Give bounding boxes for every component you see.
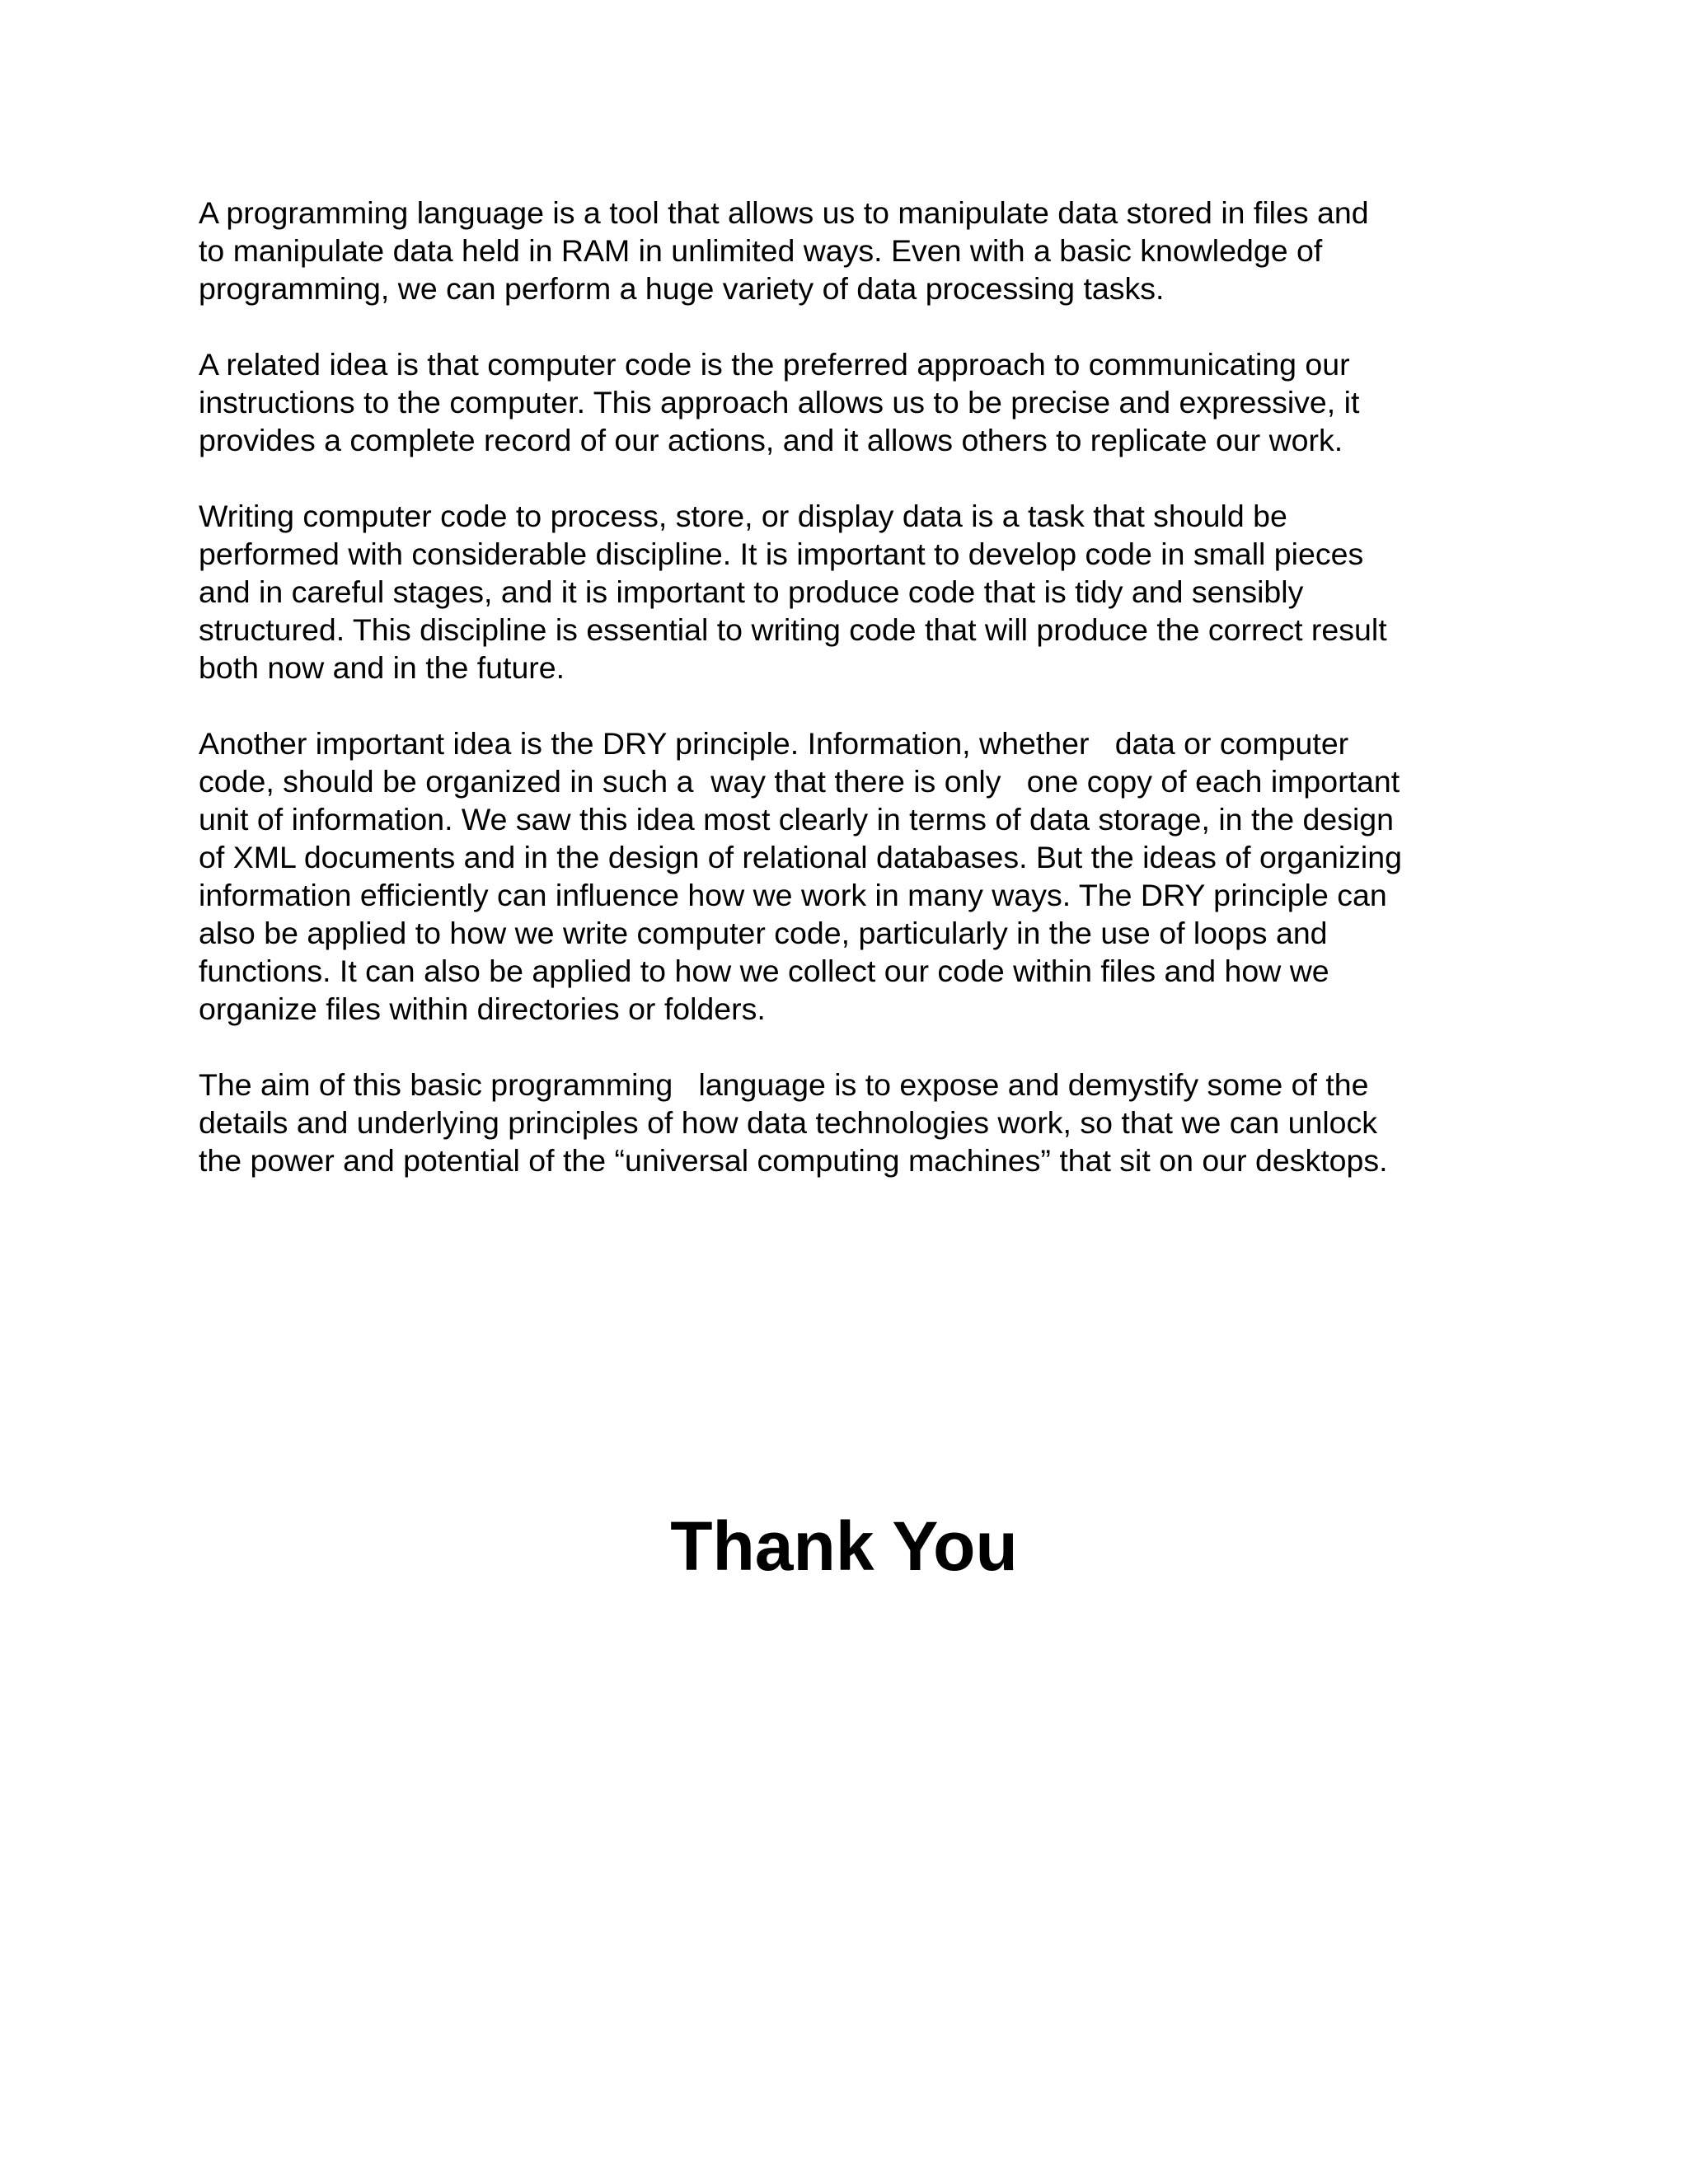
paragraph-3 [199,497,1501,687]
text-line: Writing computer code to process, store, or display data is a task that should be [199,499,1287,533]
text-line: both now and in the future. [199,650,565,685]
text-line: instructions to the computer. This approach allows us to be precise and expressive, it [199,385,1360,419]
paragraph-2 [199,345,1501,459]
paragraph-4 [199,724,1501,1028]
text-line: to manipulate data held in RAM in unlimited ways. Even with a basic knowledge of [199,233,1323,268]
text-line: the power and potential of the “universal computing machines” that sit on our desktops. [199,1143,1388,1178]
text-line: performed with considerable discipline. It is important to develop code in small pieces [199,537,1364,571]
text-line: also be applied to how we write computer code, particularly in the use of loops and [199,916,1328,950]
text-line: organize files within directories or folders. [199,991,766,1026]
body-text [199,194,1501,1217]
text-line: programming, we can perform a huge variety of data processing tasks. [199,271,1165,306]
text-line: information efficiently can influence how we work in many ways. The DRY principle can [199,878,1387,912]
text-line: details and underlying principles of how data technologies work, so that we can unlock [199,1105,1378,1140]
text-line: provides a complete record of our actions, and it allows others to replicate our work. [199,423,1343,457]
text-line: The aim of this basic programming language is to expose and demystify some of the [199,1067,1369,1102]
text-line: of XML documents and in the design of relational databases. But the ideas of organizing [199,840,1402,874]
text-line: A programming language is a tool that allows us to manipulate data stored in files and [199,195,1369,230]
text-line: structured. This discipline is essential to writing code that will produce the correct result [199,612,1387,647]
closing-heading: Thank You [670,1507,1018,1585]
paragraph-1 [199,194,1501,307]
text-line: unit of information. We saw this idea most clearly in terms of data storage, in the design [199,802,1395,837]
text-line: code, should be organized in such a way that there is only one copy of each important [199,764,1400,799]
paragraph-5 [199,1066,1501,1179]
text-line: Another important idea is the DRY principle. Information, whether data or computer [199,726,1349,761]
text-line: functions. It can also be applied to how we collect our code within files and how we [199,954,1329,988]
text-line: A related idea is that computer code is the preferred approach to communicating our [199,347,1350,382]
text-line: and in careful stages, and it is important to produce code that is tidy and sensibly [199,574,1304,609]
